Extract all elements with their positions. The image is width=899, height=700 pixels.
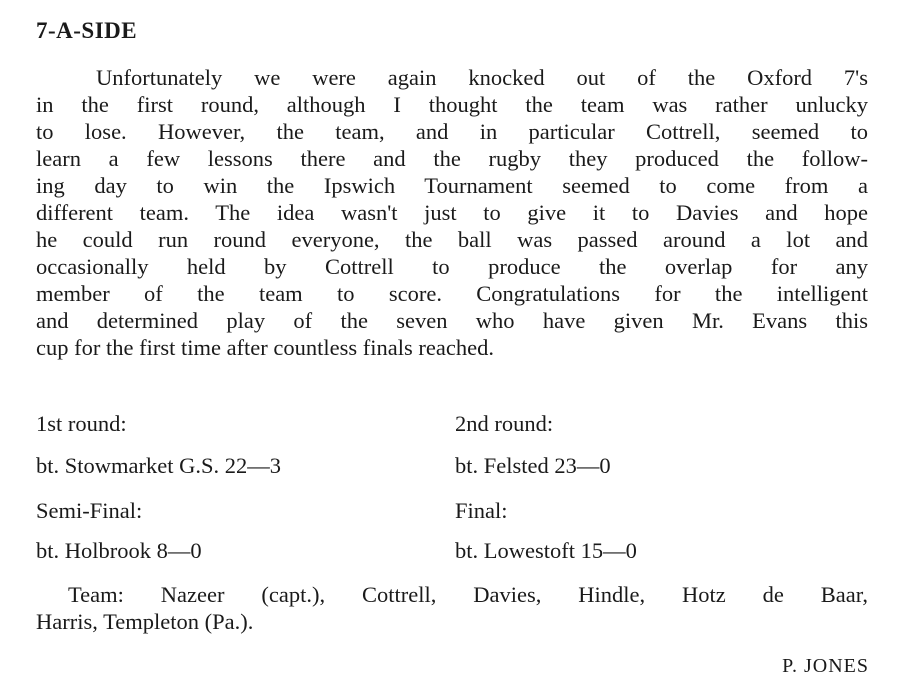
team-line: Harris, Templeton (Pa.). xyxy=(36,609,254,634)
paragraph-line: occasionally held by Cottrell to produce the overlap for any xyxy=(36,254,868,279)
round-label: 1st round: xyxy=(36,411,127,436)
section-heading: 7-A-SIDE xyxy=(36,18,138,43)
round-label: Semi-Final: xyxy=(36,498,143,523)
round-result: bt. Holbrook 8—0 xyxy=(36,538,202,563)
paragraph-line: in the first round, although I thought the team was rather unlucky xyxy=(36,92,868,117)
author-signature: P. JONES xyxy=(782,655,869,677)
paragraph-line: ing day to win the Ipswich Tournament seemed to come from a xyxy=(36,173,868,198)
paragraph-line: and determined play of the seven who have given Mr. Evans this xyxy=(36,308,868,333)
paragraph-line: learn a few lessons there and the rugby they produced the follow- xyxy=(36,146,868,171)
paragraph-line: cup for the first time after countless finals reached. xyxy=(36,335,494,360)
round-label: 2nd round: xyxy=(455,411,554,436)
paragraph-line: Unfortunately we were again knocked out of the Oxford 7's xyxy=(96,65,868,90)
round-result: bt. Stowmarket G.S. 22—3 xyxy=(36,453,281,478)
paragraph-line: he could run round everyone, the ball was passed around a lot and xyxy=(36,227,868,252)
round-label: Final: xyxy=(455,498,508,523)
paragraph-line: member of the team to score. Congratulations for the intelligent xyxy=(36,281,868,306)
paragraph-line: different team. The idea wasn't just to give it to Davies and hope xyxy=(36,200,868,225)
round-result: bt. Felsted 23—0 xyxy=(455,453,611,478)
team-line: Team: Nazeer (capt.), Cottrell, Davies, Hindle, Hotz de Baar, xyxy=(68,582,868,607)
paragraph-line: to lose. However, the team, and in particular Cottrell, seemed to xyxy=(36,119,868,144)
round-result: bt. Lowestoft 15—0 xyxy=(455,538,637,563)
